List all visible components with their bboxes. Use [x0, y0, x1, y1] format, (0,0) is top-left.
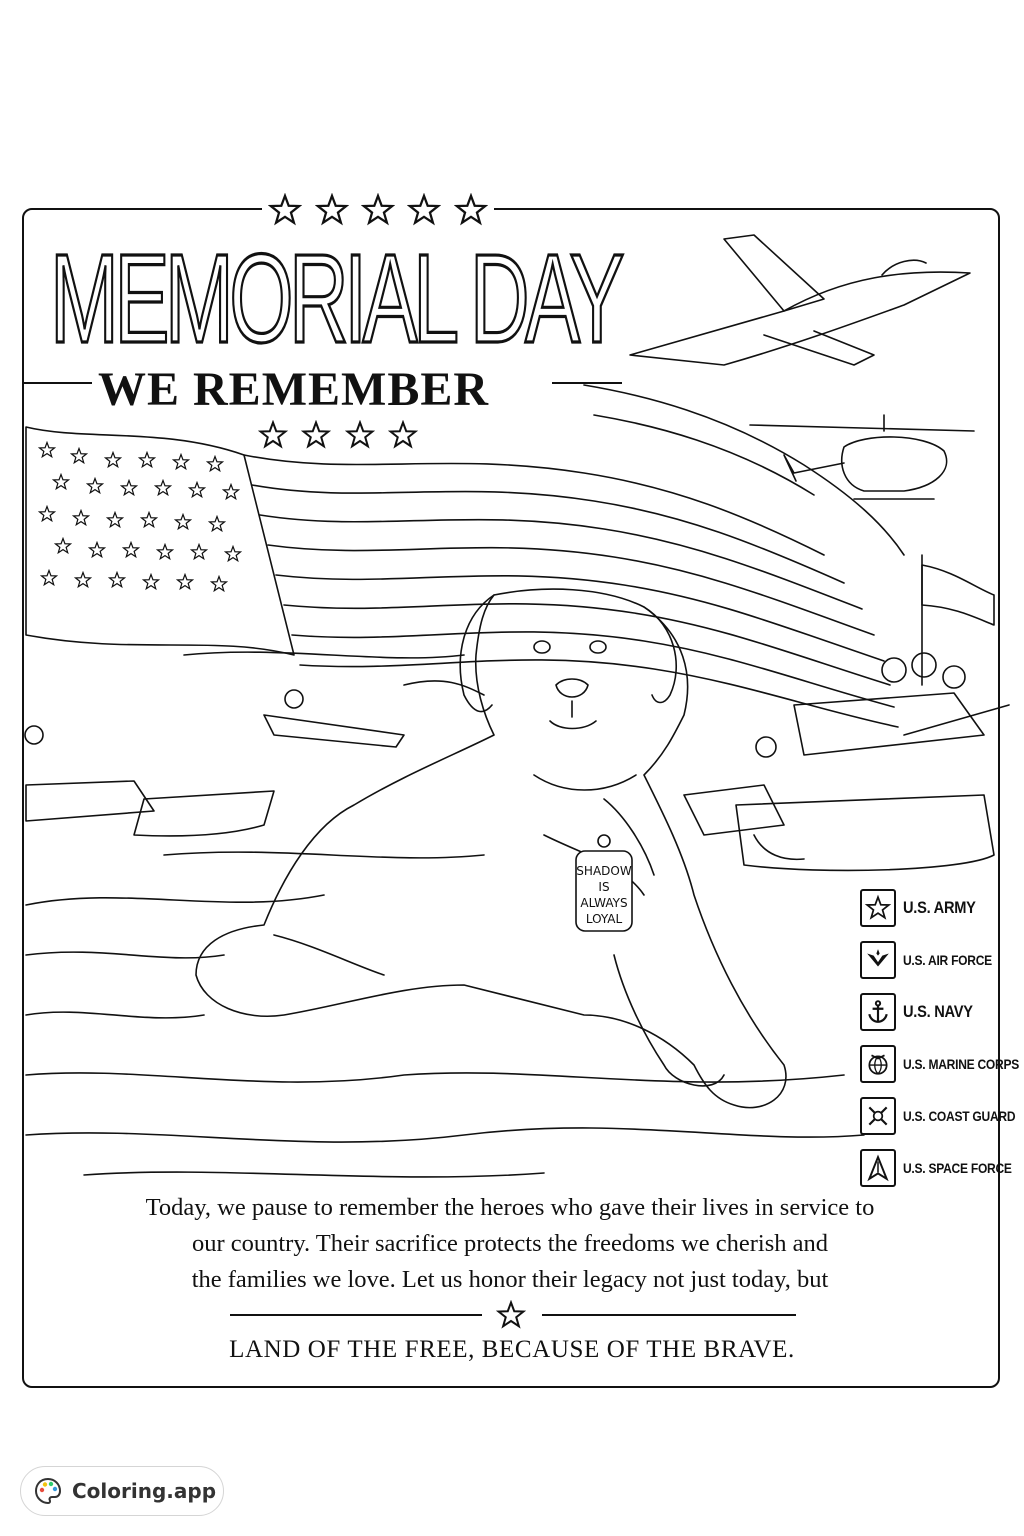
scene-drawing	[24, 215, 998, 1195]
flag-stars	[40, 443, 241, 591]
branch-label: U.S. COAST GUARD	[903, 1108, 1016, 1124]
space-force-emblem	[860, 1149, 896, 1187]
title-text: MEMORIAL DAY	[50, 228, 624, 369]
brand-badge[interactable]	[20, 1466, 224, 1516]
subtitle: WE REMEMBER	[98, 363, 490, 416]
branch-label: U.S. MARINE CORPS	[903, 1056, 1020, 1072]
branch-label: U.S. SPACE FORCE	[903, 1160, 1012, 1176]
divider-line-right	[542, 1314, 796, 1316]
motto: LAND OF THE FREE, BECAUSE OF THE BRAVE.	[229, 1336, 795, 1363]
anchor-icon	[865, 999, 891, 1025]
helicopter	[750, 415, 974, 499]
branch-label: U.S. ARMY	[903, 898, 976, 917]
coast-guard-emblem	[860, 1097, 896, 1135]
ground	[26, 652, 864, 1177]
navy-emblem	[860, 993, 896, 1031]
branch-label: U.S. AIR FORCE	[903, 952, 992, 968]
service-branches	[860, 888, 1020, 1200]
flag-canton	[26, 427, 294, 655]
marine-corps-emblem	[860, 1045, 896, 1083]
branch-space-force	[860, 1148, 1012, 1188]
boats	[25, 690, 404, 836]
palette-icon	[33, 1476, 63, 1506]
army-emblem	[860, 889, 896, 927]
dog-tag-line: SHADOW	[576, 864, 632, 878]
crossed-anchors-icon	[865, 1103, 891, 1129]
fighter-jet	[630, 235, 970, 365]
brand-name: Coloring.app	[72, 1479, 217, 1503]
tribute-paragraph	[50, 1190, 970, 1298]
branch-coast-guard	[860, 1096, 1016, 1136]
paragraph-line: Today, we pause to remember the heroes who gave their lives in service to	[145, 1194, 875, 1221]
branch-navy	[860, 992, 1000, 1032]
paragraph-line: our country. Their sacrifice protects the freedoms we cherish and	[191, 1230, 829, 1257]
flag-stripes	[244, 385, 904, 727]
air-force-wings-icon	[865, 947, 891, 973]
dog-tag-line: ALWAYS	[580, 896, 628, 910]
paragraph-line: the families we love. Let us honor their legacy not just today, but	[191, 1266, 829, 1293]
air-force-emblem	[860, 941, 896, 979]
branch-army	[860, 888, 1000, 928]
branch-label: U.S. NAVY	[903, 1002, 973, 1021]
star-icon	[865, 895, 891, 921]
branch-air-force	[860, 940, 1000, 980]
star-icon	[496, 1300, 526, 1330]
branch-marine-corps	[860, 1044, 1020, 1084]
star-divider	[230, 1300, 796, 1330]
dog	[196, 589, 786, 1107]
divider-line-left	[230, 1314, 482, 1316]
illustration	[24, 215, 998, 1195]
pole-flag	[922, 555, 994, 685]
dog-tag-line: LOYAL	[585, 912, 623, 926]
eagle-globe-anchor-icon	[865, 1051, 891, 1077]
dog-tag-line: IS	[598, 880, 610, 894]
delta-icon	[865, 1155, 891, 1181]
